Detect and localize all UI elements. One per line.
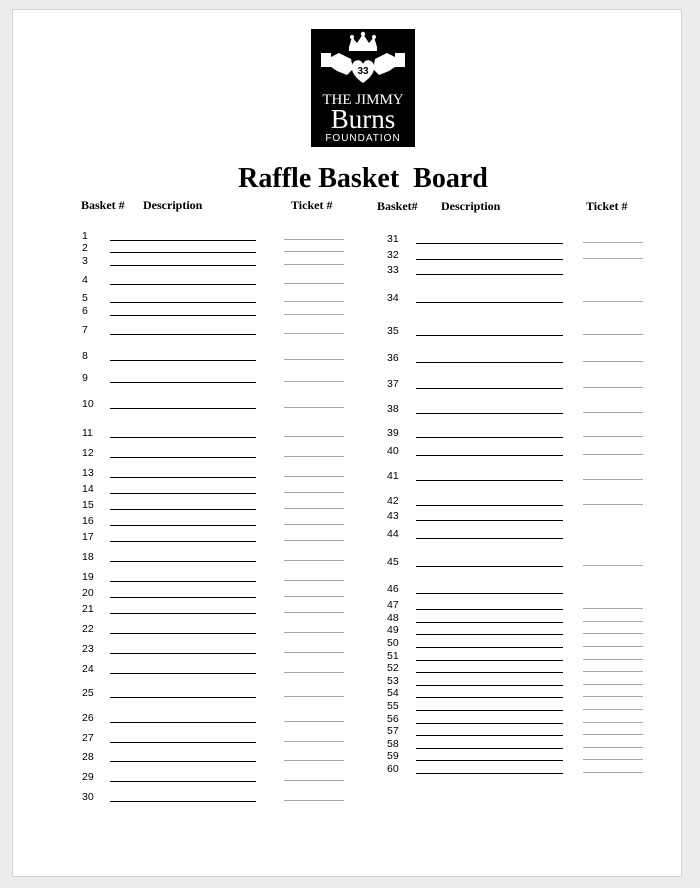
basket-number: 60	[387, 763, 399, 775]
ticket-line[interactable]	[284, 596, 344, 597]
ticket-line[interactable]	[284, 381, 344, 382]
description-line[interactable]	[110, 360, 256, 361]
ticket-line[interactable]	[583, 759, 643, 760]
description-line[interactable]	[416, 672, 563, 673]
description-line[interactable]	[110, 742, 256, 743]
ticket-line[interactable]	[583, 684, 643, 685]
description-line[interactable]	[416, 388, 563, 389]
description-line[interactable]	[416, 538, 563, 539]
basket-number: 4	[82, 274, 88, 286]
basket-number: 36	[387, 352, 399, 364]
description-line[interactable]	[110, 408, 256, 409]
basket-number: 10	[82, 398, 94, 410]
ticket-line[interactable]	[583, 646, 643, 647]
description-line[interactable]	[416, 710, 563, 711]
description-line[interactable]	[110, 240, 256, 241]
description-line[interactable]	[416, 647, 563, 648]
description-line[interactable]	[110, 722, 256, 723]
ticket-line[interactable]	[583, 772, 643, 773]
ticket-line[interactable]	[284, 314, 344, 315]
description-line[interactable]	[416, 520, 563, 521]
basket-number: 6	[82, 305, 88, 317]
ticket-line[interactable]	[583, 412, 643, 413]
basket-number: 55	[387, 700, 399, 712]
basket-number: 45	[387, 556, 399, 568]
logo-line-2: Burns	[330, 104, 396, 134]
basket-number: 56	[387, 713, 399, 725]
basket-number: 1	[82, 230, 88, 242]
description-line[interactable]	[416, 302, 563, 303]
ticket-line[interactable]	[583, 258, 643, 259]
left-header-basket: Basket #	[81, 198, 125, 212]
description-line[interactable]	[110, 697, 256, 698]
basket-number: 39	[387, 427, 399, 439]
description-line[interactable]	[110, 761, 256, 762]
basket-number: 58	[387, 738, 399, 750]
basket-number: 14	[82, 483, 94, 495]
basket-number: 34	[387, 292, 399, 304]
ticket-line[interactable]	[284, 612, 344, 613]
basket-number: 2	[82, 242, 88, 254]
crown-icon	[349, 32, 377, 51]
basket-number: 24	[82, 663, 94, 675]
ticket-line[interactable]	[284, 456, 344, 457]
description-line[interactable]	[416, 259, 563, 260]
basket-number: 57	[387, 725, 399, 737]
ticket-line[interactable]	[284, 721, 344, 722]
ticket-line[interactable]	[284, 264, 344, 265]
description-line[interactable]	[110, 561, 256, 562]
ticket-line[interactable]	[284, 780, 344, 781]
ticket-line[interactable]	[284, 580, 344, 581]
ticket-line[interactable]	[284, 301, 344, 302]
basket-number: 17	[82, 531, 94, 543]
right-header-ticket: Ticket #	[586, 199, 628, 213]
ticket-line[interactable]	[583, 633, 643, 634]
basket-number: 33	[387, 264, 399, 276]
right-header-basket: Basket#	[377, 199, 418, 213]
ticket-line[interactable]	[284, 524, 344, 525]
description-line[interactable]	[110, 673, 256, 674]
ticket-line[interactable]	[583, 722, 643, 723]
ticket-line[interactable]	[284, 436, 344, 437]
page-title: Raffle Basket Board	[238, 163, 488, 194]
basket-number: 8	[82, 350, 88, 362]
logo-line-3: FOUNDATION	[325, 133, 401, 144]
ticket-line[interactable]	[284, 800, 344, 801]
ticket-line[interactable]	[284, 508, 344, 509]
description-line[interactable]	[110, 457, 256, 458]
basket-number: 3	[82, 255, 88, 267]
ticket-line[interactable]	[583, 671, 643, 672]
ticket-line[interactable]	[284, 492, 344, 493]
basket-number: 41	[387, 470, 399, 482]
ticket-line[interactable]	[583, 242, 643, 243]
ticket-line[interactable]	[284, 672, 344, 673]
description-line[interactable]	[110, 633, 256, 634]
logo-line-1: THE JIMMY	[322, 92, 404, 108]
badge-number: 33	[357, 66, 369, 77]
description-line[interactable]	[416, 593, 563, 594]
description-line[interactable]	[416, 634, 563, 635]
ticket-line[interactable]	[583, 454, 643, 455]
basket-number: 13	[82, 467, 94, 479]
basket-number: 48	[387, 612, 399, 624]
ticket-line[interactable]	[583, 734, 643, 735]
description-line[interactable]	[110, 302, 256, 303]
description-line[interactable]	[110, 581, 256, 582]
ticket-line[interactable]	[583, 709, 643, 710]
basket-number: 29	[82, 771, 94, 783]
ticket-line[interactable]	[583, 436, 643, 437]
basket-number: 21	[82, 603, 94, 615]
ticket-line[interactable]	[284, 741, 344, 742]
basket-number: 59	[387, 750, 399, 762]
description-line[interactable]	[110, 493, 256, 494]
basket-number: 43	[387, 510, 399, 522]
basket-number: 18	[82, 551, 94, 563]
basket-number: 53	[387, 675, 399, 687]
ticket-line[interactable]	[284, 333, 344, 334]
basket-number: 49	[387, 624, 399, 636]
description-line[interactable]	[110, 597, 256, 598]
basket-number: 26	[82, 712, 94, 724]
description-line[interactable]	[110, 315, 256, 316]
basket-number: 54	[387, 687, 399, 699]
ticket-line[interactable]	[284, 283, 344, 284]
description-line[interactable]	[110, 437, 256, 438]
description-line[interactable]	[416, 335, 563, 336]
ticket-line[interactable]	[583, 334, 643, 335]
basket-number: 11	[82, 427, 93, 439]
description-line[interactable]	[416, 697, 563, 698]
description-line[interactable]	[110, 284, 256, 285]
description-line[interactable]	[110, 252, 256, 253]
foundation-logo	[311, 29, 415, 147]
description-line[interactable]	[110, 613, 256, 614]
ticket-line[interactable]	[284, 652, 344, 653]
basket-number: 37	[387, 378, 399, 390]
description-line[interactable]	[110, 334, 256, 335]
description-line[interactable]	[110, 477, 256, 478]
ticket-line[interactable]	[284, 540, 344, 541]
left-header-description: Description	[143, 198, 203, 212]
basket-number: 27	[82, 732, 94, 744]
basket-number: 16	[82, 515, 94, 527]
description-line[interactable]	[110, 382, 256, 383]
description-line[interactable]	[416, 622, 563, 623]
ticket-line[interactable]	[583, 504, 643, 505]
description-line[interactable]	[416, 362, 563, 363]
description-line[interactable]	[110, 801, 256, 802]
description-line[interactable]	[110, 509, 256, 510]
description-line[interactable]	[416, 243, 563, 244]
left-header-ticket: Ticket #	[291, 198, 333, 212]
basket-number: 5	[82, 292, 88, 304]
description-line[interactable]	[110, 541, 256, 542]
basket-number: 40	[387, 445, 399, 457]
description-line[interactable]	[110, 525, 256, 526]
ticket-line[interactable]	[583, 696, 643, 697]
description-line[interactable]	[416, 773, 563, 774]
description-line[interactable]	[416, 760, 563, 761]
ticket-line[interactable]	[284, 239, 344, 240]
basket-number: 35	[387, 325, 399, 337]
description-line[interactable]	[416, 274, 563, 275]
basket-number: 52	[387, 662, 399, 674]
basket-number: 25	[82, 687, 94, 699]
description-line[interactable]	[110, 653, 256, 654]
basket-number: 50	[387, 637, 399, 649]
basket-number: 31	[387, 233, 399, 245]
basket-number: 42	[387, 495, 399, 507]
basket-number: 20	[82, 587, 94, 599]
ticket-line[interactable]	[583, 301, 643, 302]
description-line[interactable]	[416, 480, 563, 481]
right-header-description: Description	[441, 199, 501, 213]
description-line[interactable]	[110, 265, 256, 266]
ticket-line[interactable]	[284, 476, 344, 477]
ticket-line[interactable]	[583, 479, 643, 480]
ticket-line[interactable]	[284, 359, 344, 360]
description-line[interactable]	[416, 455, 563, 456]
description-line[interactable]	[416, 735, 563, 736]
basket-number: 28	[82, 751, 94, 763]
ticket-line[interactable]	[583, 659, 643, 660]
ticket-line[interactable]	[284, 632, 344, 633]
basket-number: 19	[82, 571, 94, 583]
description-line[interactable]	[416, 505, 563, 506]
description-line[interactable]	[416, 437, 563, 438]
basket-number: 9	[82, 372, 88, 384]
ticket-line[interactable]	[583, 565, 643, 566]
basket-number: 15	[82, 499, 94, 511]
ticket-line[interactable]	[284, 696, 344, 697]
ticket-line[interactable]	[284, 251, 344, 252]
ticket-line[interactable]	[284, 760, 344, 761]
ticket-line[interactable]	[583, 608, 643, 609]
basket-number: 44	[387, 528, 399, 540]
basket-number: 32	[387, 249, 399, 261]
description-line[interactable]	[416, 413, 563, 414]
ticket-line[interactable]	[583, 621, 643, 622]
description-line[interactable]	[416, 723, 563, 724]
basket-number: 23	[82, 643, 94, 655]
basket-number: 51	[387, 650, 399, 662]
description-line[interactable]	[416, 609, 563, 610]
description-line[interactable]	[416, 748, 563, 749]
ticket-line[interactable]	[284, 407, 344, 408]
description-line[interactable]	[416, 660, 563, 661]
description-line[interactable]	[416, 566, 563, 567]
description-line[interactable]	[416, 685, 563, 686]
basket-number: 22	[82, 623, 94, 635]
basket-number: 38	[387, 403, 399, 415]
basket-number: 30	[82, 791, 94, 803]
ticket-line[interactable]	[284, 560, 344, 561]
basket-number: 47	[387, 599, 399, 611]
basket-number: 7	[82, 324, 88, 336]
ticket-line[interactable]	[583, 387, 643, 388]
ticket-line[interactable]	[583, 747, 643, 748]
basket-number: 46	[387, 583, 399, 595]
ticket-line[interactable]	[583, 361, 643, 362]
description-line[interactable]	[110, 781, 256, 782]
basket-number: 12	[82, 447, 94, 459]
